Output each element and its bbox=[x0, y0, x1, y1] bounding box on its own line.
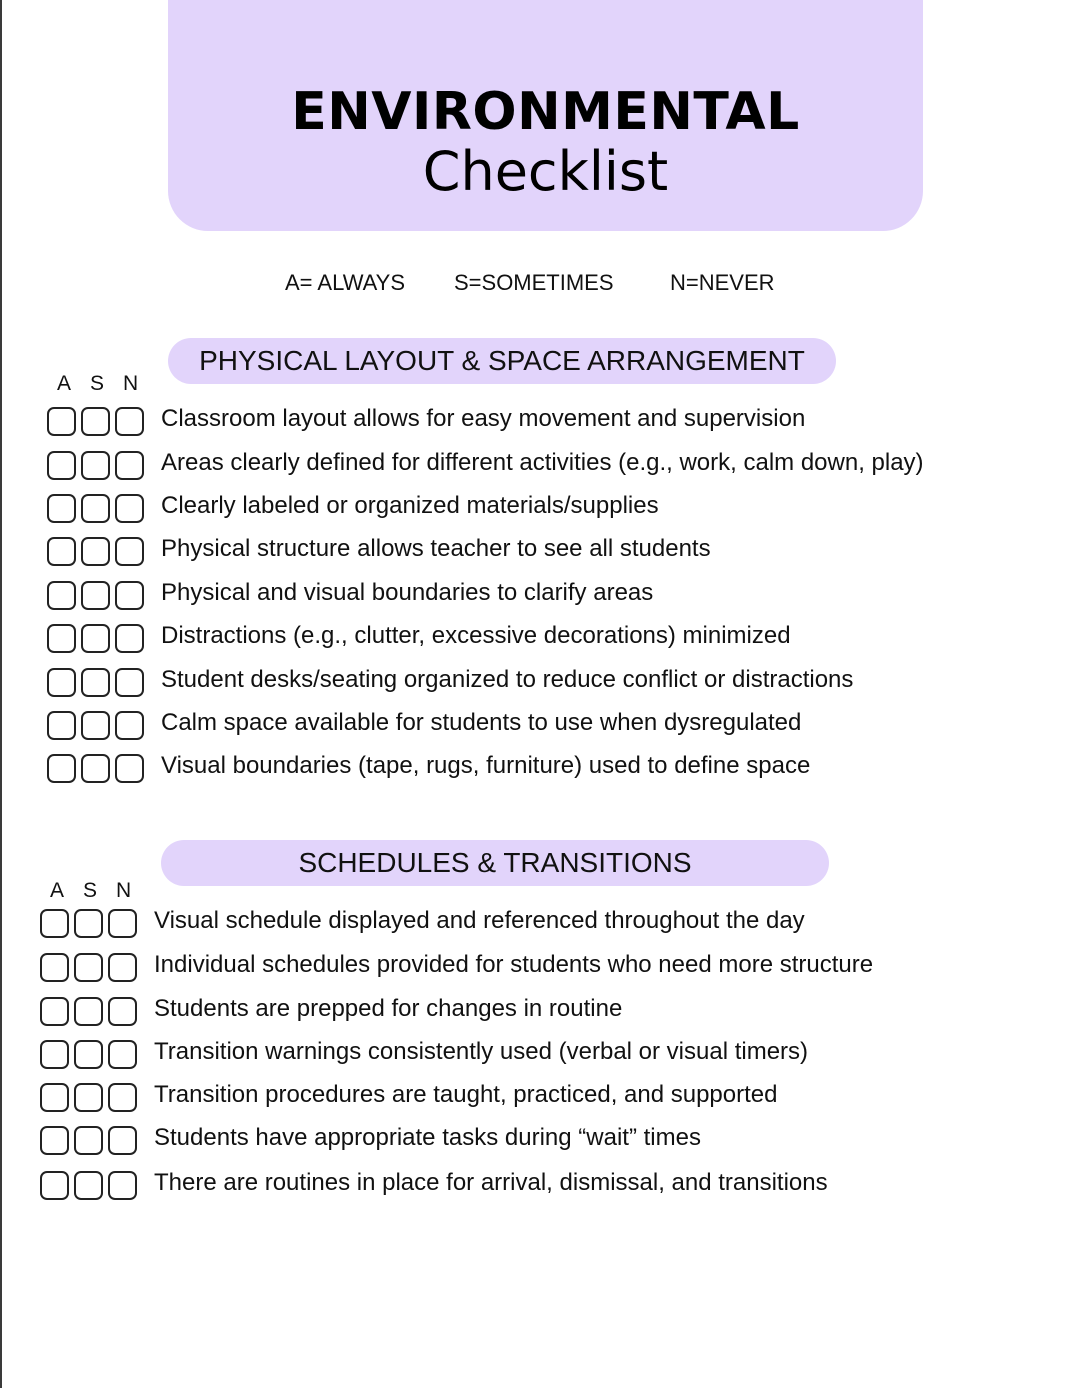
checkbox-always[interactable] bbox=[47, 668, 76, 697]
column-header-s: S bbox=[83, 879, 98, 902]
checkbox-never[interactable] bbox=[108, 909, 137, 938]
checkbox-never[interactable] bbox=[108, 997, 137, 1026]
checkbox-never[interactable] bbox=[108, 1126, 137, 1155]
checklist-item-text: Transition procedures are taught, practiced, and supported bbox=[154, 1081, 778, 1108]
checkbox-always[interactable] bbox=[40, 1126, 69, 1155]
checkbox-always[interactable] bbox=[47, 494, 76, 523]
checklist-item-text: Distractions (e.g., clutter, excessive decorations) minimized bbox=[161, 622, 791, 649]
checklist-item-text: Transition warnings consistently used (verbal or visual timers) bbox=[154, 1038, 809, 1065]
checkbox-sometimes[interactable] bbox=[74, 1171, 103, 1200]
checklist-item-text: Classroom layout allows for easy movement and supervision bbox=[161, 405, 806, 432]
checkbox-sometimes[interactable] bbox=[74, 909, 103, 938]
checkbox-sometimes[interactable] bbox=[81, 494, 110, 523]
header-banner bbox=[168, 0, 923, 231]
checkbox-always[interactable] bbox=[47, 624, 76, 653]
checkbox-sometimes[interactable] bbox=[81, 624, 110, 653]
checkbox-never[interactable] bbox=[108, 953, 137, 982]
checkbox-never[interactable] bbox=[115, 754, 144, 783]
checkbox-sometimes[interactable] bbox=[74, 953, 103, 982]
legend-sometimes: S=SOMETIMES bbox=[454, 270, 614, 295]
checkbox-always[interactable] bbox=[47, 451, 76, 480]
checklist-item-text: Clearly labeled or organized materials/supplies bbox=[161, 492, 659, 519]
page-title: ENVIRONMENTAL bbox=[291, 82, 800, 142]
checkbox-never[interactable] bbox=[115, 624, 144, 653]
checkbox-sometimes[interactable] bbox=[81, 407, 110, 436]
checklist-item-text: Students have appropriate tasks during “wait” times bbox=[154, 1124, 701, 1151]
checkbox-sometimes[interactable] bbox=[74, 1083, 103, 1112]
checklist-item-text: Calm space available for students to use when dysregulated bbox=[161, 709, 802, 736]
checkbox-always[interactable] bbox=[47, 537, 76, 566]
section-title-schedules-transitions: SCHEDULES & TRANSITIONS bbox=[161, 840, 829, 886]
legend-never: N=NEVER bbox=[670, 270, 775, 295]
checkbox-sometimes[interactable] bbox=[74, 1126, 103, 1155]
checkbox-sometimes[interactable] bbox=[74, 997, 103, 1026]
checklist-item-text: Visual schedule displayed and referenced throughout the day bbox=[154, 907, 805, 934]
checklist-item-text: Individual schedules provided for students who need more structure bbox=[154, 951, 874, 978]
legend-always: A= ALWAYS bbox=[285, 270, 406, 295]
checkbox-always[interactable] bbox=[47, 711, 76, 740]
checkbox-sometimes[interactable] bbox=[81, 668, 110, 697]
checkbox-always[interactable] bbox=[47, 581, 76, 610]
checkbox-never[interactable] bbox=[108, 1040, 137, 1069]
checkbox-always[interactable] bbox=[47, 754, 76, 783]
column-header-n: N bbox=[123, 372, 139, 395]
checkbox-sometimes[interactable] bbox=[81, 451, 110, 480]
checkbox-always[interactable] bbox=[40, 997, 69, 1026]
checkbox-always[interactable] bbox=[47, 407, 76, 436]
column-header-a: A bbox=[50, 879, 65, 902]
checklist-item-text: Physical structure allows teacher to see all students bbox=[161, 535, 711, 562]
checkbox-sometimes[interactable] bbox=[81, 581, 110, 610]
checkbox-always[interactable] bbox=[40, 909, 69, 938]
checkbox-always[interactable] bbox=[40, 1083, 69, 1112]
checkbox-never[interactable] bbox=[115, 407, 144, 436]
checklist-item-text: Areas clearly defined for different activities (e.g., work, calm down, play) bbox=[161, 449, 924, 476]
column-header-s: S bbox=[90, 372, 105, 395]
checklist-item-text: Physical and visual boundaries to clarify areas bbox=[161, 579, 654, 606]
checkbox-sometimes[interactable] bbox=[81, 754, 110, 783]
column-header-n: N bbox=[116, 879, 132, 902]
checklist-item-text: Visual boundaries (tape, rugs, furniture) used to define space bbox=[161, 752, 811, 779]
page-left-border bbox=[0, 0, 2, 1388]
checkbox-never[interactable] bbox=[115, 451, 144, 480]
checkbox-never[interactable] bbox=[115, 711, 144, 740]
checkbox-always[interactable] bbox=[40, 1171, 69, 1200]
checkbox-never[interactable] bbox=[115, 581, 144, 610]
checkbox-never[interactable] bbox=[115, 537, 144, 566]
checkbox-never[interactable] bbox=[115, 668, 144, 697]
checkbox-never[interactable] bbox=[115, 494, 144, 523]
column-header-a: A bbox=[57, 372, 72, 395]
checklist-item-text: Student desks/seating organized to reduce conflict or distractions bbox=[161, 666, 854, 693]
checkbox-never[interactable] bbox=[108, 1083, 137, 1112]
checkbox-sometimes[interactable] bbox=[74, 1040, 103, 1069]
checkbox-never[interactable] bbox=[108, 1171, 137, 1200]
checkbox-sometimes[interactable] bbox=[81, 711, 110, 740]
checkbox-always[interactable] bbox=[40, 1040, 69, 1069]
page-subtitle: Checklist bbox=[422, 140, 669, 203]
checkbox-sometimes[interactable] bbox=[81, 537, 110, 566]
section-title-physical-layout: PHYSICAL LAYOUT & SPACE ARRANGEMENT bbox=[168, 338, 836, 384]
checklist-item-text: There are routines in place for arrival, dismissal, and transitions bbox=[154, 1169, 828, 1196]
checkbox-always[interactable] bbox=[40, 953, 69, 982]
checklist-item-text: Students are prepped for changes in routine bbox=[154, 995, 623, 1022]
